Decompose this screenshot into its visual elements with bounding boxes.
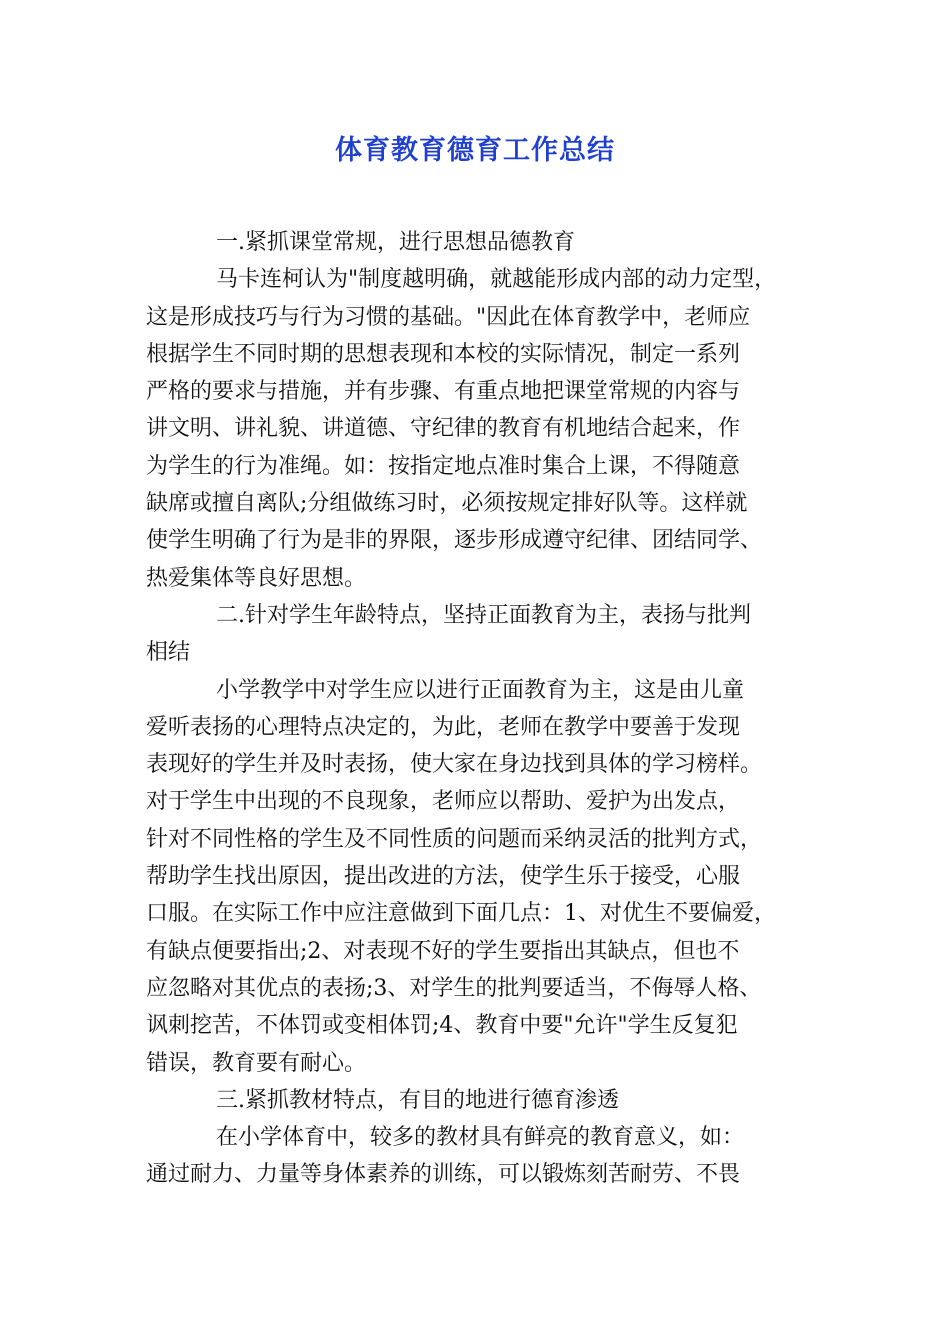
- text-line: 马卡连柯认为"制度越明确，就越能形成内部的动力定型，: [216, 267, 777, 293]
- text-line: 针对不同性格的学生及不同性质的问题而采纳灵活的批判方式，: [146, 826, 763, 852]
- text-line: 表现好的学生并及时表扬，使大家在身边找到具体的学习榜样。: [146, 752, 763, 778]
- text-line: 爱听表扬的心理特点决定的，为此，老师在教学中要善于发现: [146, 714, 741, 740]
- text-line: 通过耐力、力量等身体素养的训练，可以锻炼刻苦耐劳、不畏: [146, 1162, 741, 1188]
- text-line: 严格的要求与措施，并有步骤、有重点地把课堂常规的内容与: [146, 379, 741, 405]
- text-line: 有缺点便要指出;2、对表现不好的学生要指出其缺点，但也不: [146, 938, 740, 964]
- text-line: 热爱集体等良好思想。: [146, 565, 367, 591]
- text-line: 一.紧抓课堂常规，进行思想品德教育: [216, 230, 575, 255]
- text-line: 应忽略对其优点的表扬;3、对学生的批判要适当，不侮辱人格、: [146, 975, 762, 1001]
- text-line: 讽刺挖苦，不体罚或变相体罚;4、教育中要"允许"学生反复犯: [146, 1013, 738, 1039]
- text-line: 缺席或擅自离队;分组做练习时，必须按规定排好队等。这样就: [146, 491, 748, 517]
- text-line: 三.紧抓教材特点，有目的地进行德育渗透: [216, 1087, 619, 1113]
- document-body: [146, 224, 816, 1194]
- text-line: 为学生的行为准绳。如：按指定地点准时集合上课，不得随意: [146, 453, 741, 479]
- text-line: 使学生明确了行为是非的界限，逐步形成遵守纪律、团结同学、: [146, 528, 763, 554]
- text-line: 在小学体育中，较多的教材具有鲜亮的教育意义，如：: [216, 1125, 745, 1151]
- text-line: 根据学生不同时期的思想表现和本校的实际情况，制定一系列: [146, 341, 741, 367]
- text-line: 小学教学中对学生应以进行正面教育为主，这是由儿童: [216, 677, 745, 703]
- text-line: 讲文明、讲礼貌、讲道德、守纪律的教育有机地结合起来，作: [146, 416, 741, 442]
- text-line: 这是形成技巧与行为习惯的基础。"因此在体育教学中，老师应: [146, 304, 751, 330]
- text-line: 口服。在实际工作中应注意做到下面几点：1、对优生不要偏爱，: [146, 901, 776, 927]
- text-line: 二.针对学生年龄特点，坚持正面教育为主，表扬与批判: [216, 602, 751, 628]
- document-title: 体育教育德育工作总结: [335, 135, 615, 166]
- text-line: 相结: [146, 640, 191, 666]
- text-line: 帮助学生找出原因，提出改进的方法，使学生乐于接受，心服: [146, 864, 741, 890]
- text-line: 错误，教育要有耐心。: [146, 1050, 367, 1076]
- text-line: 对于学生中出现的不良现象，老师应以帮助、爱护为出发点，: [146, 789, 741, 815]
